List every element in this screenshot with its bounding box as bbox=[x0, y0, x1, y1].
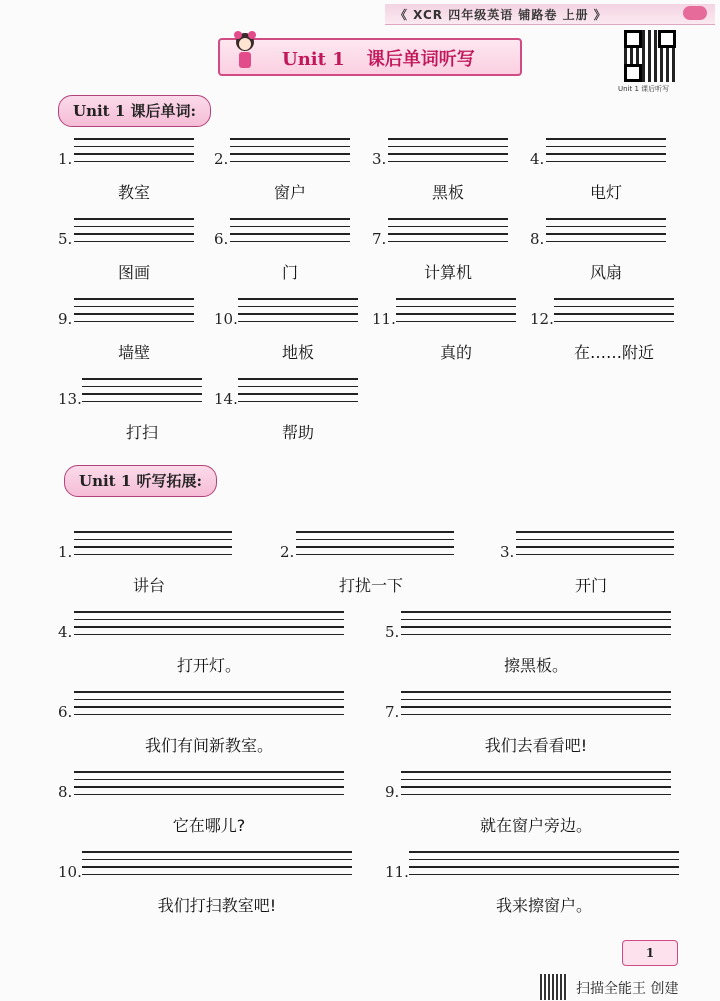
item-number: 4. bbox=[58, 623, 73, 641]
chinese-prompt: 打扫 bbox=[125, 423, 158, 442]
writing-lines[interactable] bbox=[401, 691, 671, 717]
writing-lines[interactable] bbox=[74, 138, 194, 164]
flower-icon bbox=[683, 6, 707, 20]
item-number: 11. bbox=[372, 310, 396, 328]
item-number: 6. bbox=[58, 703, 73, 721]
chinese-prompt: 我们有间新教室。 bbox=[144, 736, 273, 755]
writing-lines[interactable] bbox=[409, 851, 679, 877]
writing-lines[interactable] bbox=[296, 531, 454, 557]
writing-lines[interactable] bbox=[388, 218, 508, 244]
chinese-prompt: 打开灯。 bbox=[176, 656, 241, 675]
writing-lines[interactable] bbox=[516, 531, 674, 557]
writing-lines[interactable] bbox=[554, 298, 674, 324]
chinese-prompt: 帮助 bbox=[281, 423, 314, 442]
section-tag-words: Unit 1 课后单词: bbox=[58, 95, 211, 127]
chinese-prompt: 在……附近 bbox=[573, 343, 654, 362]
chinese-prompt: 风扇 bbox=[589, 263, 622, 282]
header-strip bbox=[385, 4, 715, 25]
chinese-prompt: 我们打扫教室吧! bbox=[157, 896, 277, 915]
chinese-prompt: 真的 bbox=[439, 343, 472, 362]
writing-lines[interactable] bbox=[238, 298, 358, 324]
item-number: 2. bbox=[280, 543, 295, 561]
chinese-prompt: 电灯 bbox=[589, 183, 622, 202]
item-number: 13. bbox=[58, 390, 82, 408]
item-number: 1. bbox=[58, 150, 73, 168]
item-number: 12. bbox=[530, 310, 554, 328]
writing-lines[interactable] bbox=[546, 138, 666, 164]
item-number: 10. bbox=[214, 310, 238, 328]
header-text: 《 XCR 四年级英语 铺路卷 上册 》 bbox=[395, 8, 607, 22]
item-number: 8. bbox=[530, 230, 545, 248]
qr-caption: Unit 1 课后听写 bbox=[618, 85, 670, 93]
chinese-prompt: 我们去看看吧! bbox=[484, 736, 588, 755]
item-number: 4. bbox=[530, 150, 545, 168]
chinese-prompt: 开门 bbox=[574, 576, 607, 595]
title-text: 课后单词听写 bbox=[366, 49, 475, 70]
item-number: 5. bbox=[385, 623, 400, 641]
chinese-prompt: 墙壁 bbox=[117, 343, 150, 362]
item-number: 10. bbox=[58, 863, 82, 881]
item-number: 7. bbox=[372, 230, 387, 248]
item-number: 9. bbox=[58, 310, 73, 328]
item-number: 7. bbox=[385, 703, 400, 721]
writing-lines[interactable] bbox=[74, 611, 344, 637]
chinese-prompt: 我来擦窗户。 bbox=[495, 896, 592, 915]
unit-label: Unit 1 bbox=[282, 49, 345, 70]
item-number: 11. bbox=[385, 863, 409, 881]
page-title bbox=[282, 45, 475, 71]
chinese-prompt: 擦黑板。 bbox=[503, 656, 568, 675]
writing-lines[interactable] bbox=[74, 691, 344, 717]
chinese-prompt: 门 bbox=[281, 263, 298, 282]
chinese-prompt: 讲台 bbox=[132, 576, 165, 595]
writing-lines[interactable] bbox=[74, 771, 344, 797]
item-number: 6. bbox=[214, 230, 229, 248]
chinese-prompt: 它在哪儿? bbox=[172, 816, 246, 835]
item-number: 8. bbox=[58, 783, 73, 801]
scanner-watermark bbox=[540, 972, 720, 1000]
writing-lines[interactable] bbox=[74, 218, 194, 244]
section-tag-extension: Unit 1 听写拓展: bbox=[64, 465, 217, 497]
writing-lines[interactable] bbox=[74, 298, 194, 324]
writing-lines[interactable] bbox=[238, 378, 358, 404]
title-banner bbox=[218, 38, 522, 76]
chinese-prompt: 窗户 bbox=[273, 183, 306, 202]
item-number: 14. bbox=[214, 390, 238, 408]
writing-lines[interactable] bbox=[401, 771, 671, 797]
chinese-prompt: 教室 bbox=[117, 183, 150, 202]
chinese-prompt: 就在窗户旁边。 bbox=[479, 816, 592, 835]
item-number: 3. bbox=[500, 543, 515, 561]
chinese-prompt: 黑板 bbox=[431, 183, 464, 202]
writing-lines[interactable] bbox=[396, 298, 516, 324]
writing-lines[interactable] bbox=[401, 611, 671, 637]
writing-lines[interactable] bbox=[74, 531, 232, 557]
writing-lines[interactable] bbox=[230, 138, 350, 164]
page-number: 1 bbox=[622, 940, 678, 966]
chinese-prompt: 图画 bbox=[117, 263, 150, 282]
item-number: 3. bbox=[372, 150, 387, 168]
girl-mascot-icon bbox=[232, 30, 258, 70]
qr-code-icon bbox=[540, 974, 568, 1000]
item-number: 9. bbox=[385, 783, 400, 801]
writing-lines[interactable] bbox=[388, 138, 508, 164]
item-number: 5. bbox=[58, 230, 73, 248]
watermark-text: 扫描全能王 创建 bbox=[576, 981, 679, 997]
item-number: 2. bbox=[214, 150, 229, 168]
writing-lines[interactable] bbox=[546, 218, 666, 244]
writing-lines[interactable] bbox=[82, 851, 352, 877]
chinese-prompt: 地板 bbox=[281, 343, 314, 362]
chinese-prompt: 计算机 bbox=[423, 263, 472, 282]
writing-lines[interactable] bbox=[82, 378, 202, 404]
item-number: 1. bbox=[58, 543, 73, 561]
chinese-prompt: 打扰一下 bbox=[338, 576, 403, 595]
qr-code-icon bbox=[624, 30, 676, 82]
writing-lines[interactable] bbox=[230, 218, 350, 244]
